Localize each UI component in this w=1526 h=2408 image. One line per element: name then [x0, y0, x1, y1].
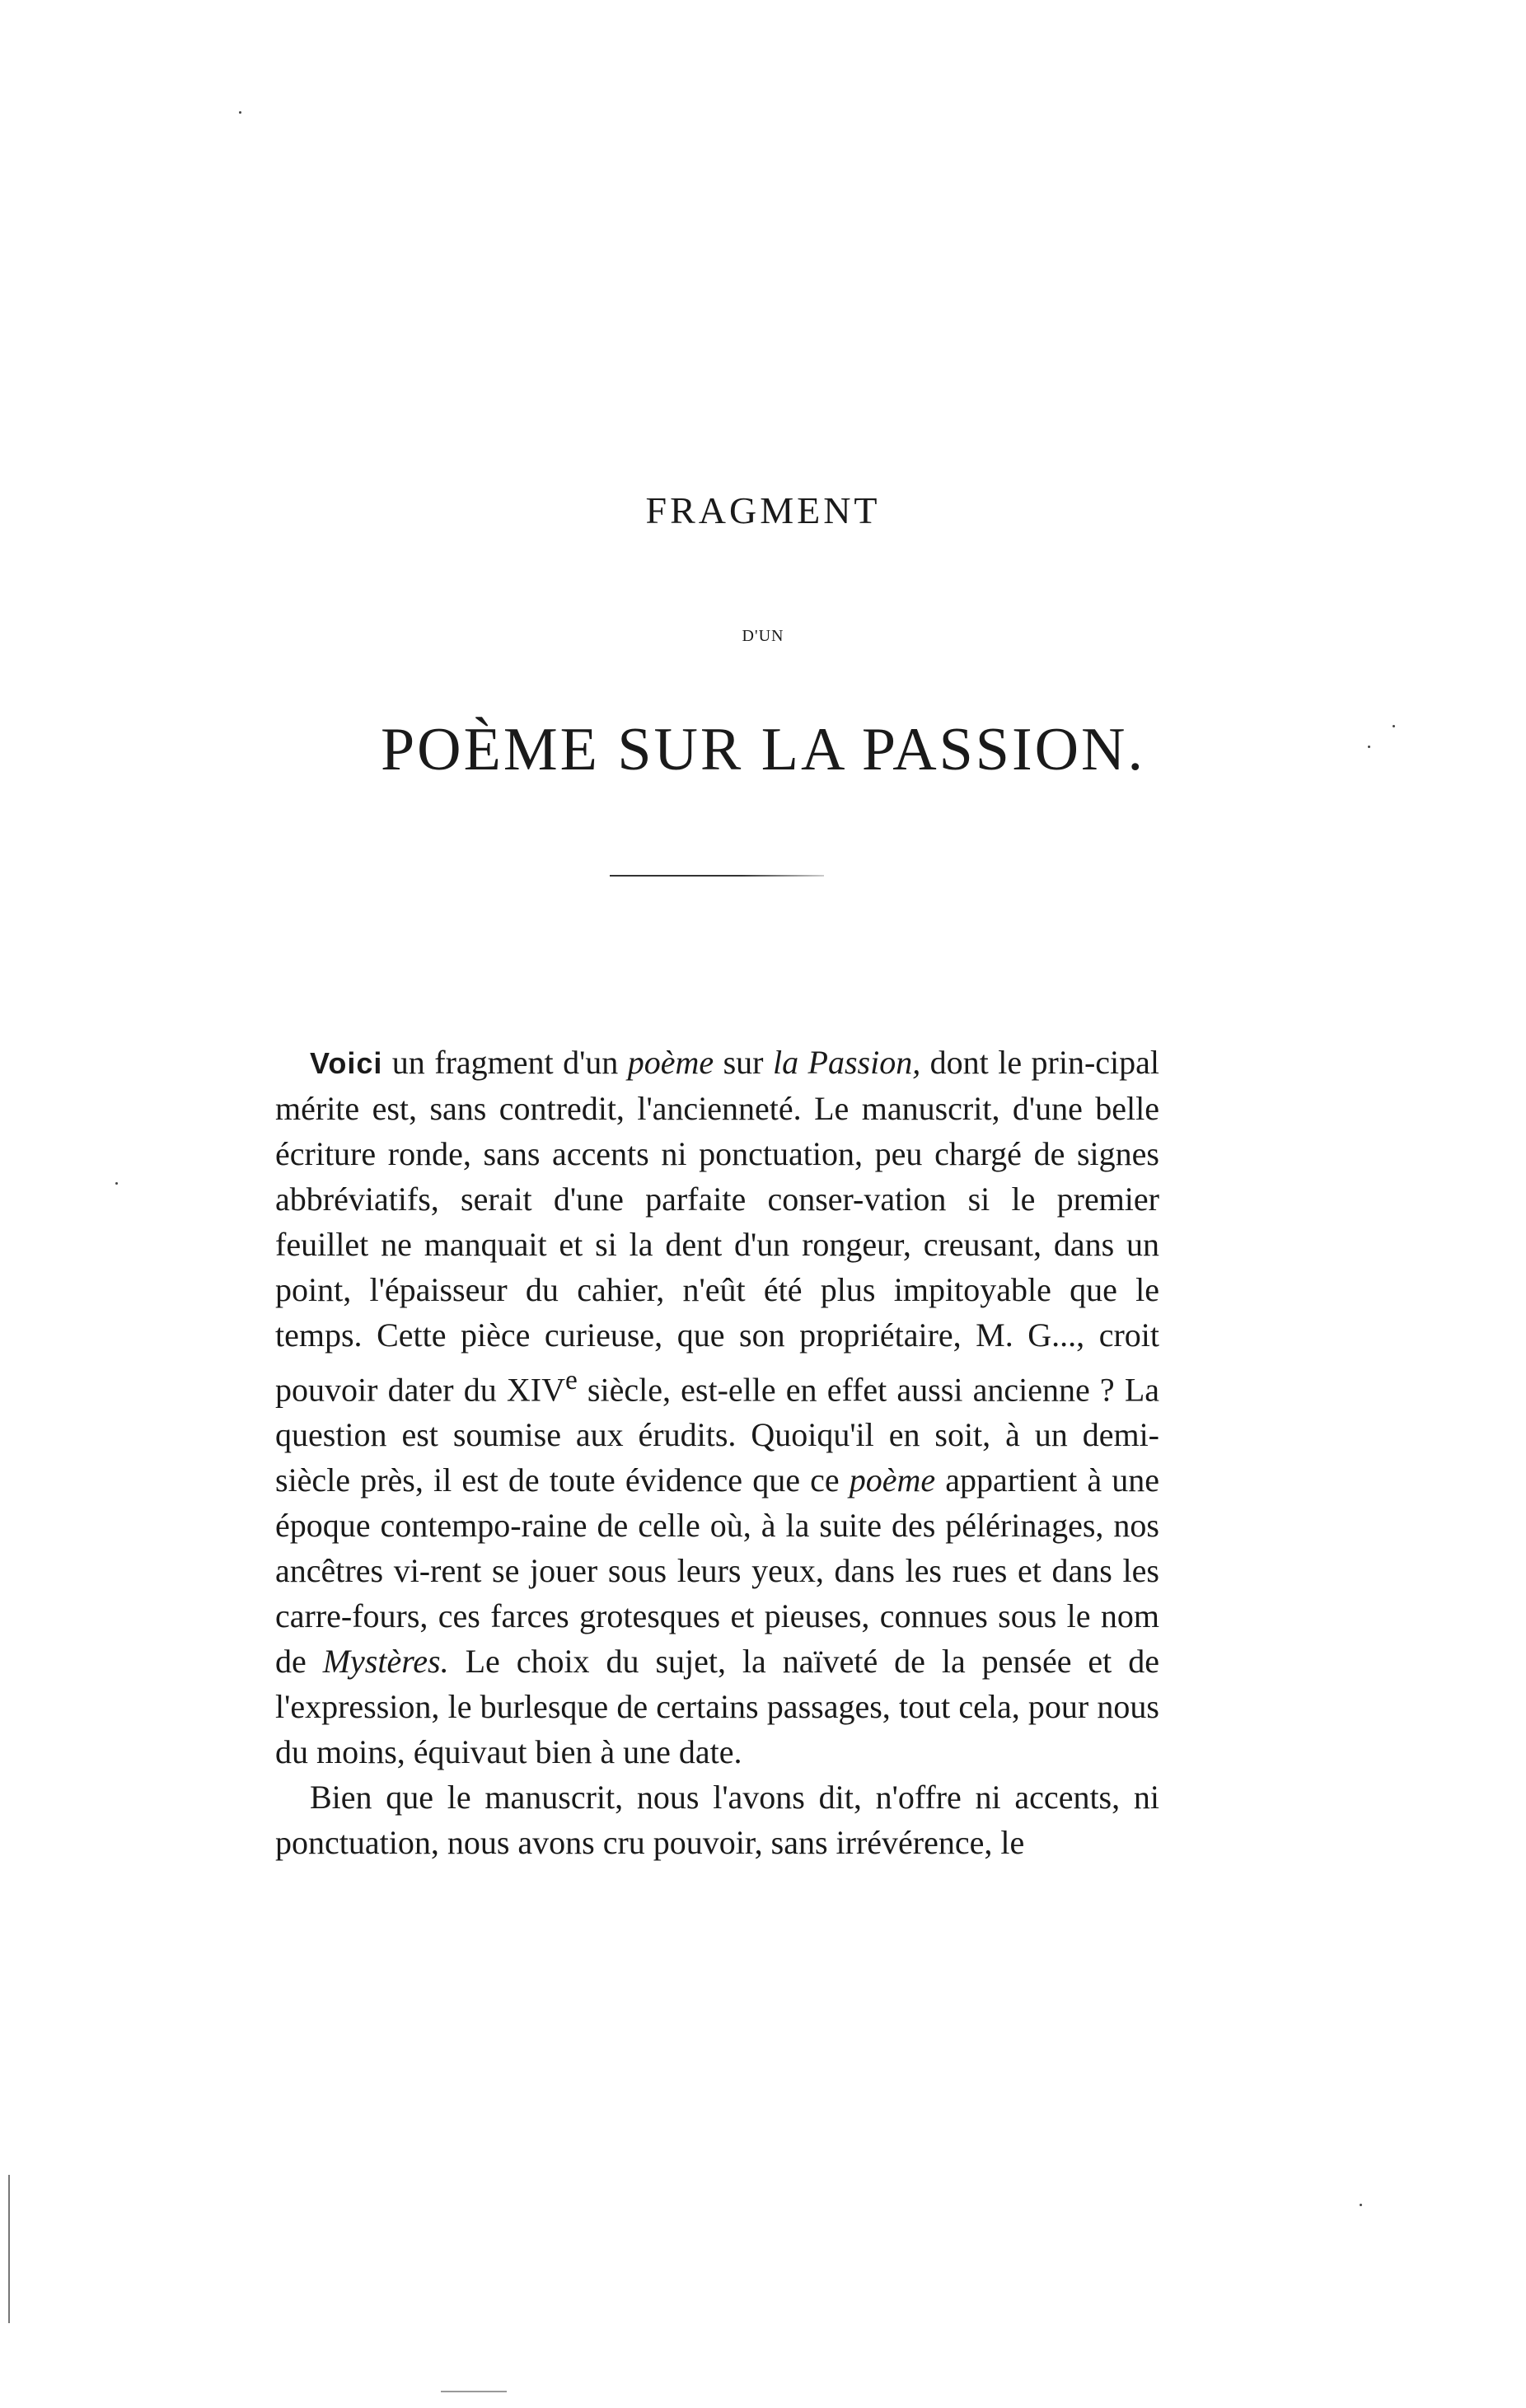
italic-run: poème — [627, 1044, 714, 1081]
italic-run: Mystères. — [322, 1643, 449, 1681]
speck-mark — [115, 1182, 118, 1185]
paragraph-2: Bien que le manuscrit, nous l'avons dit, n'offre ni accents, ni ponctuation, nous avons cru pouvoir, sans irrévérence, le — [275, 1779, 1159, 1862]
text-run: sur — [714, 1044, 773, 1081]
text-run: appartient à une époque contempo-raine de celle où, à la suite des pélérinages, nos ancêtres vi-rent se jouer sous leurs yeux, dans les rues et dans les carre-fours, ces farces grotesques et pieuses, connues sous le nom de — [275, 1461, 1159, 1681]
scan-margin-line — [8, 2175, 10, 2323]
body-text — [275, 1040, 1159, 1865]
italic-run: poème — [849, 1461, 936, 1499]
title-divider-fade — [742, 875, 824, 877]
speck-mark — [1360, 2204, 1362, 2206]
header-connector: D'UN — [742, 627, 784, 645]
speck-mark — [1368, 746, 1370, 748]
text-run: dont le prin-cipal mérite est, sans contredit, l'ancienneté. Le manuscrit, d'une belle écriture ronde, sans accents ni ponctuation, peu chargé de signes abbréviatifs, serait d'une parfaite conser-vation si le premier feuillet ne manquait et si la dent d'un rongeur, creusant, dans un point, l'épaisseur du cahier, n'eût été plus impitoyable que le temps. Cette pièce curieuse, que son propriétaire, M. G..., croit pouvoir dater du XIV — [275, 1044, 1160, 1409]
speck-mark — [1393, 725, 1395, 727]
header-kicker: FRAGMENT — [645, 489, 881, 531]
speck-mark — [239, 111, 241, 114]
italic-run: la Passion, — [772, 1044, 921, 1081]
paragraph-lead-word: Voici — [310, 1046, 383, 1080]
paragraph-1 — [275, 1040, 1159, 1774]
text-run: siècle, est-elle en effet aussi ancienne ? La question est soumise aux érudits. Quoiqu'il en soit, à un demi-siècle près, il est de toute évidence que ce — [275, 1371, 1160, 1499]
superscript: e — [564, 1365, 578, 1396]
text-run: un fragment d'un — [382, 1044, 628, 1081]
page-title: POÈME SUR LA PASSION. — [381, 716, 1145, 783]
text-run: Le choix du sujet, la naïveté de la pensée et de l'expression, le burlesque de certains passages, tout cela, pour nous du moins, équivaut bien à une date. — [275, 1643, 1159, 1771]
footer-rule — [441, 2391, 507, 2392]
